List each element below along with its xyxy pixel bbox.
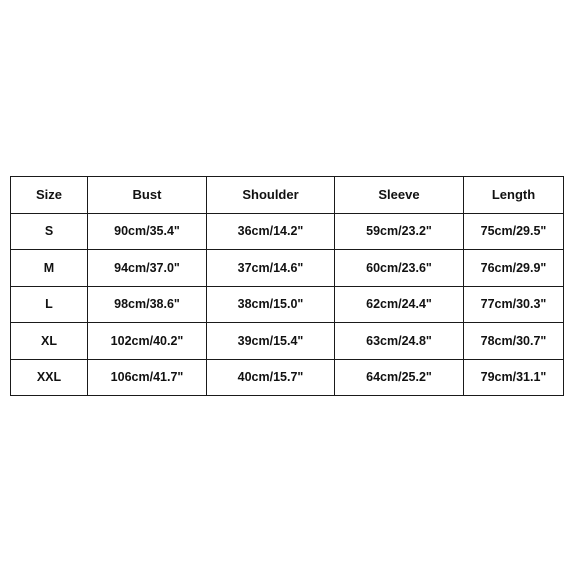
sleeve-cell: 63cm/24.8" xyxy=(335,323,464,360)
header-length: Length xyxy=(464,177,564,214)
sleeve-cell: 64cm/25.2" xyxy=(335,359,464,396)
bust-cell: 90cm/35.4" xyxy=(88,213,207,250)
length-cell: 78cm/30.7" xyxy=(464,323,564,360)
size-cell: XXL xyxy=(11,359,88,396)
bust-cell: 106cm/41.7" xyxy=(88,359,207,396)
shoulder-cell: 39cm/15.4" xyxy=(207,323,335,360)
length-cell: 77cm/30.3" xyxy=(464,286,564,323)
sleeve-cell: 59cm/23.2" xyxy=(335,213,464,250)
table-header-row xyxy=(11,177,564,214)
header-shoulder: Shoulder xyxy=(207,177,335,214)
size-cell: XL xyxy=(11,323,88,360)
size-cell: M xyxy=(11,250,88,287)
bust-cell: 102cm/40.2" xyxy=(88,323,207,360)
size-cell: S xyxy=(11,213,88,250)
size-chart-table xyxy=(10,176,564,396)
table-row xyxy=(11,323,564,360)
bust-cell: 98cm/38.6" xyxy=(88,286,207,323)
header-sleeve: Sleeve xyxy=(335,177,464,214)
header-bust: Bust xyxy=(88,177,207,214)
shoulder-cell: 36cm/14.2" xyxy=(207,213,335,250)
length-cell: 79cm/31.1" xyxy=(464,359,564,396)
bust-cell: 94cm/37.0" xyxy=(88,250,207,287)
shoulder-cell: 38cm/15.0" xyxy=(207,286,335,323)
sleeve-cell: 60cm/23.6" xyxy=(335,250,464,287)
table-row xyxy=(11,359,564,396)
sleeve-cell: 62cm/24.4" xyxy=(335,286,464,323)
table-row xyxy=(11,250,564,287)
shoulder-cell: 37cm/14.6" xyxy=(207,250,335,287)
length-cell: 75cm/29.5" xyxy=(464,213,564,250)
length-cell: 76cm/29.9" xyxy=(464,250,564,287)
header-size: Size xyxy=(11,177,88,214)
table-row xyxy=(11,286,564,323)
size-cell: L xyxy=(11,286,88,323)
table-row xyxy=(11,213,564,250)
shoulder-cell: 40cm/15.7" xyxy=(207,359,335,396)
